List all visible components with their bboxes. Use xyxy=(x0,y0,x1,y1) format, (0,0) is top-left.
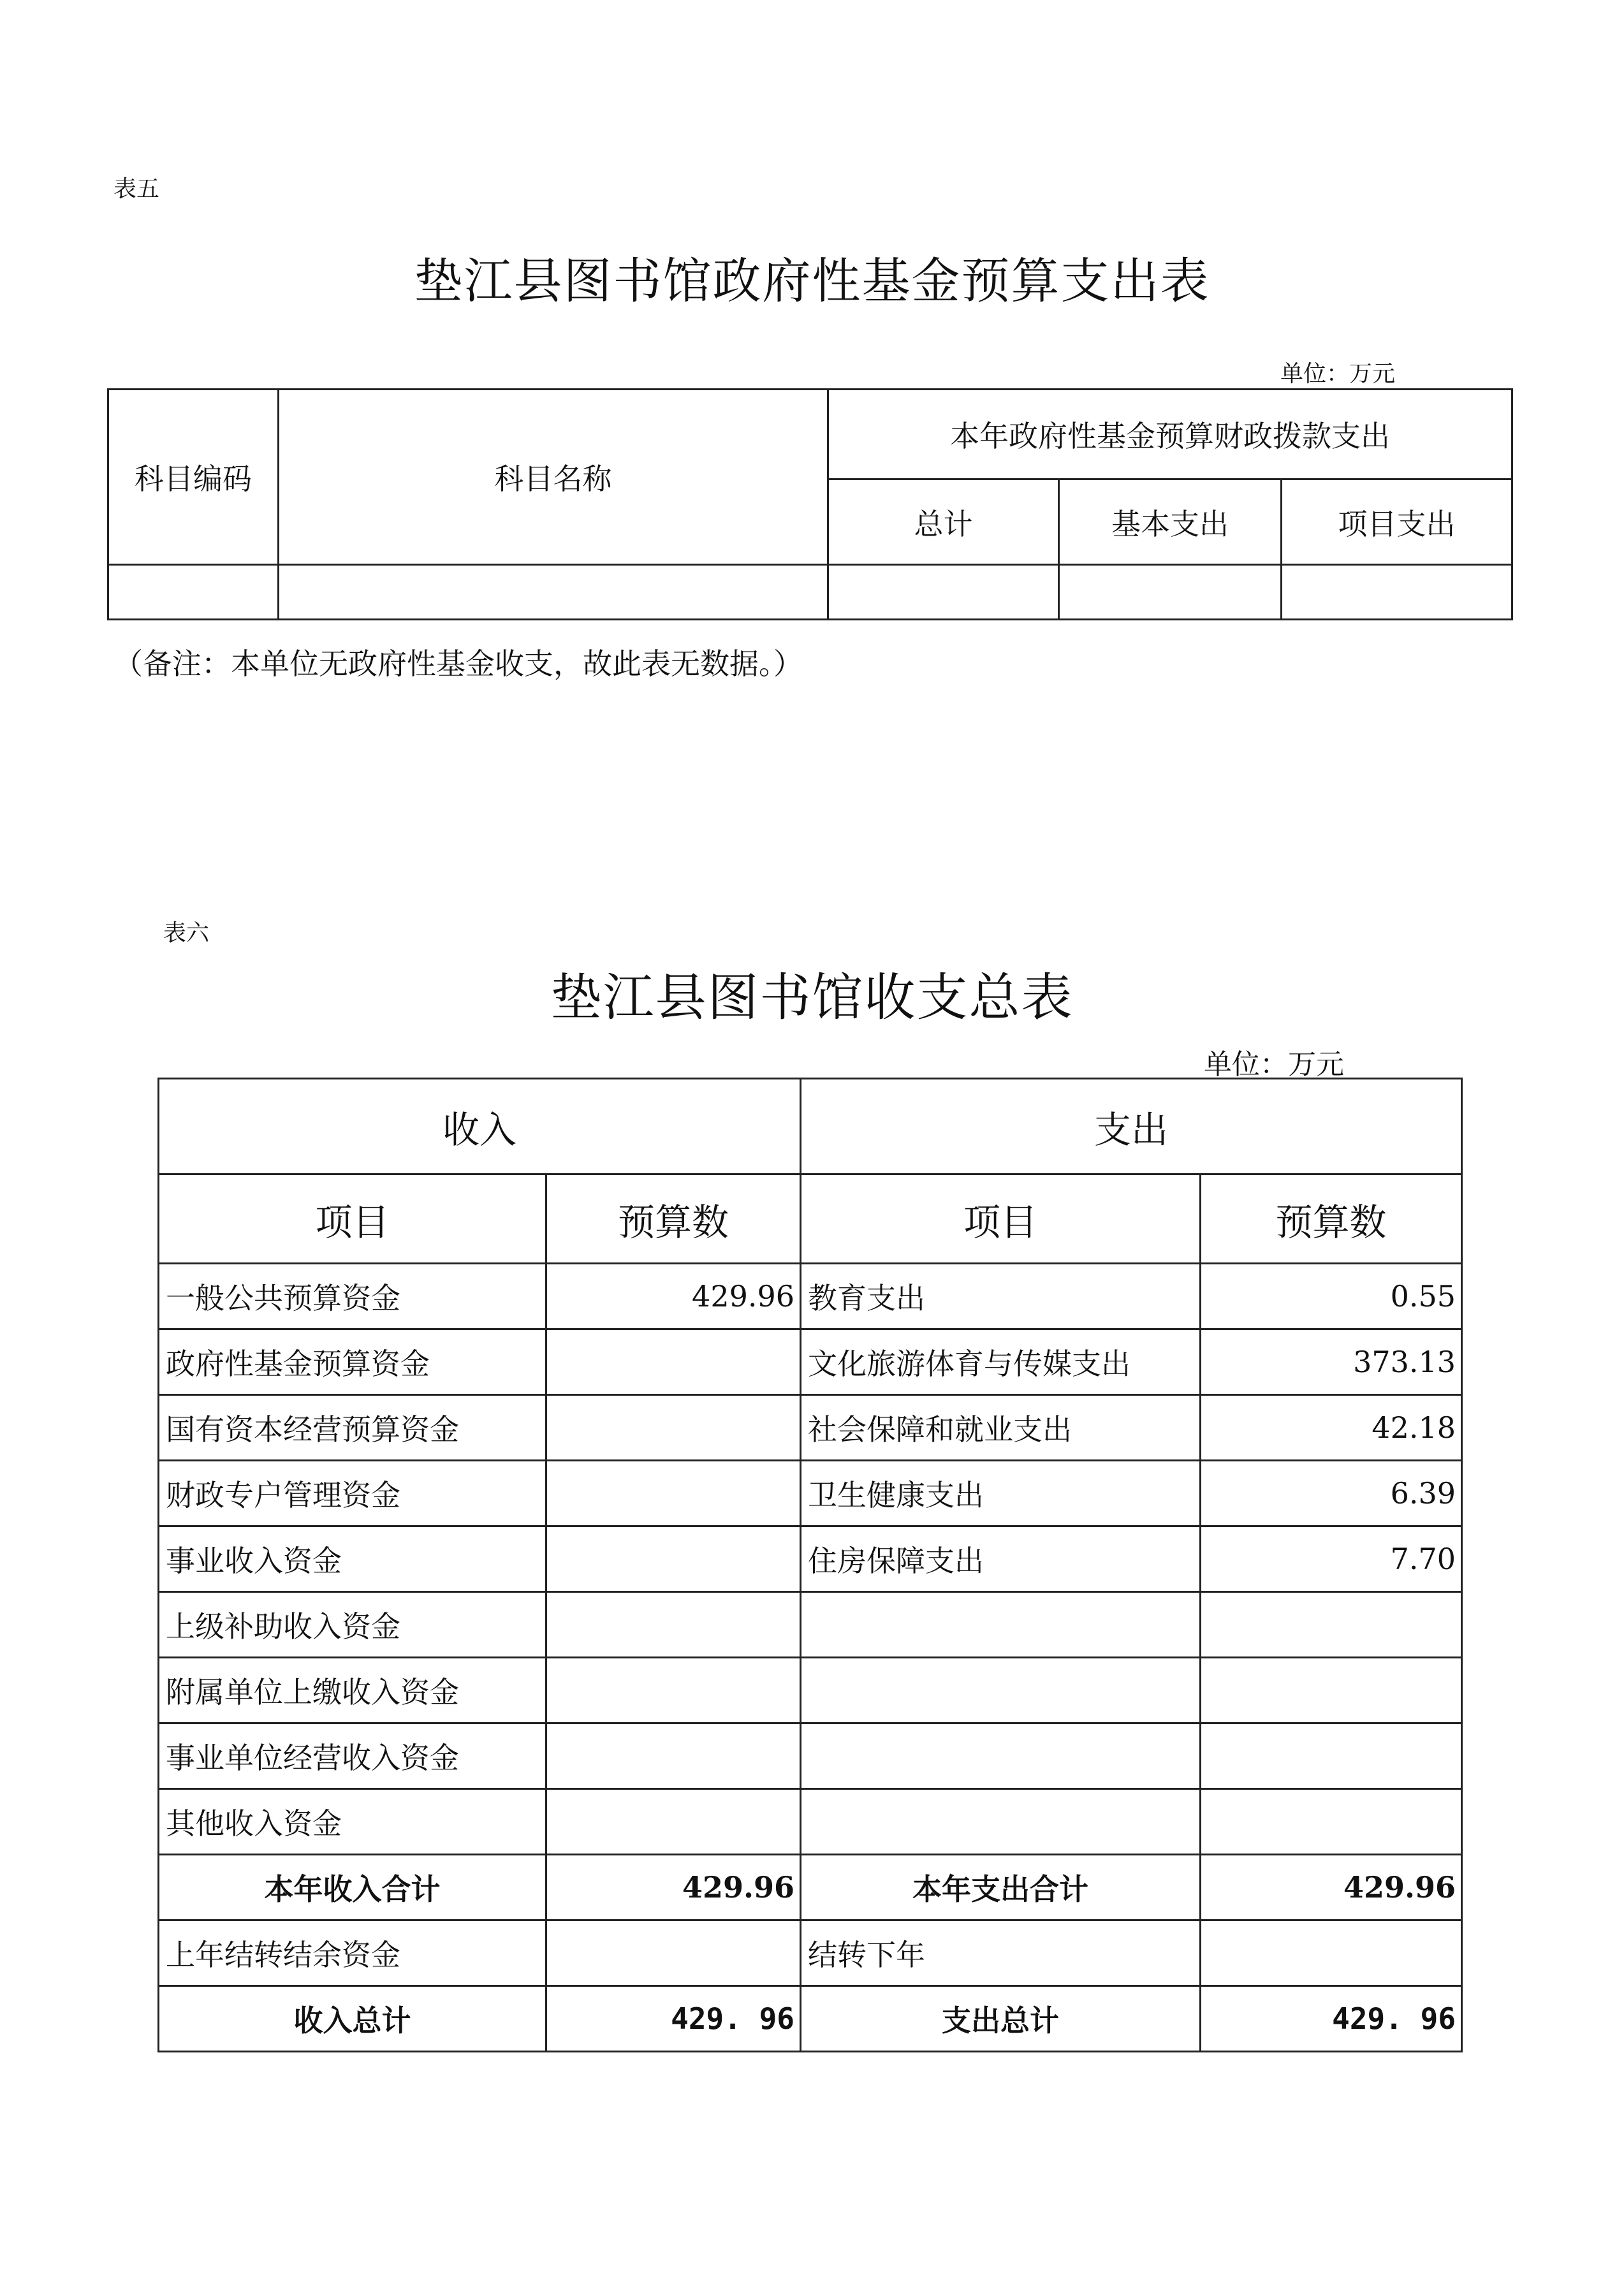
income-value xyxy=(546,1395,801,1461)
table6-unit: 单位：万元 xyxy=(1204,1048,1344,1081)
expense-total-value: 429. 96 xyxy=(1201,1986,1462,2052)
table-row xyxy=(159,1526,1462,1592)
expense-item: 卫生健康支出 xyxy=(801,1461,1201,1526)
empty-cell xyxy=(1282,565,1512,620)
expense-item: 文化旅游体育与传媒支出 xyxy=(801,1329,1201,1395)
table5-note: （备注：本单位无政府性基金收支，故此表无数据。） xyxy=(113,647,803,681)
carry-over-row xyxy=(159,1920,1462,1986)
table-row xyxy=(159,1461,1462,1526)
income-item: 附属单位上缴收入资金 xyxy=(159,1658,546,1723)
income-value xyxy=(546,1658,801,1723)
table6 xyxy=(157,1078,1463,2052)
header-income-budget: 预算数 xyxy=(546,1174,801,1264)
expense-value xyxy=(1201,1723,1462,1789)
income-item: 上级补助收入资金 xyxy=(159,1592,546,1658)
empty-cell xyxy=(108,565,279,620)
header-subject-code: 科目编码 xyxy=(108,390,279,565)
table-row xyxy=(159,1789,1462,1855)
expense-value xyxy=(1201,1658,1462,1723)
income-item: 财政专户管理资金 xyxy=(159,1461,546,1526)
income-value xyxy=(546,1789,801,1855)
empty-cell xyxy=(1059,565,1282,620)
income-total-value: 429. 96 xyxy=(546,1986,801,2052)
table-row xyxy=(159,1658,1462,1723)
header-income: 收入 xyxy=(159,1079,801,1174)
income-value xyxy=(546,1526,801,1592)
income-value xyxy=(546,1592,801,1658)
expense-value xyxy=(1201,1789,1462,1855)
grand-total-row xyxy=(159,1986,1462,2052)
prior-year-carryover-label: 上年结转结余资金 xyxy=(159,1920,546,1986)
income-item: 政府性基金预算资金 xyxy=(159,1329,546,1395)
table6-title: 垫江县图书馆收支总表 xyxy=(550,968,1074,1027)
income-value: 429.96 xyxy=(546,1264,801,1329)
header-expense: 支出 xyxy=(801,1079,1462,1174)
table-row xyxy=(159,1395,1462,1461)
table-row xyxy=(159,1329,1462,1395)
income-item: 事业单位经营收入资金 xyxy=(159,1723,546,1789)
header-basic-expense: 基本支出 xyxy=(1059,479,1282,565)
table5-unit: 单位：万元 xyxy=(1280,361,1396,387)
income-value xyxy=(546,1461,801,1526)
income-value xyxy=(546,1329,801,1395)
carry-to-next-year-value xyxy=(1201,1920,1462,1986)
table-row xyxy=(159,1723,1462,1789)
income-subtotal-value: 429.96 xyxy=(546,1855,801,1920)
expense-item xyxy=(801,1658,1201,1723)
subtotal-row xyxy=(159,1855,1462,1920)
expense-subtotal-label: 本年支出合计 xyxy=(801,1855,1201,1920)
income-item: 一般公共预算资金 xyxy=(159,1264,546,1329)
carry-to-next-year-label: 结转下年 xyxy=(801,1920,1201,1986)
income-subtotal-label: 本年收入合计 xyxy=(159,1855,546,1920)
expense-item: 教育支出 xyxy=(801,1264,1201,1329)
table5-title: 垫江县图书馆政府性基金预算支出表 xyxy=(414,252,1210,309)
empty-cell xyxy=(828,565,1059,620)
table-row xyxy=(159,1264,1462,1329)
table5-label: 表五 xyxy=(113,176,160,202)
income-item: 其他收入资金 xyxy=(159,1789,546,1855)
expense-item: 住房保障支出 xyxy=(801,1526,1201,1592)
expense-value: 0.55 xyxy=(1201,1264,1462,1329)
header-expense-item: 项目 xyxy=(801,1174,1201,1264)
empty-cell xyxy=(279,565,828,620)
header-project-expense: 项目支出 xyxy=(1282,479,1512,565)
expense-subtotal-value: 429.96 xyxy=(1201,1855,1462,1920)
expense-value: 6.39 xyxy=(1201,1461,1462,1526)
income-item: 事业收入资金 xyxy=(159,1526,546,1592)
header-fund-budget-group: 本年政府性基金预算财政拨款支出 xyxy=(828,390,1512,479)
expense-value: 373.13 xyxy=(1201,1329,1462,1395)
expense-value xyxy=(1201,1592,1462,1658)
income-item: 国有资本经营预算资金 xyxy=(159,1395,546,1461)
expense-total-label: 支出总计 xyxy=(801,1986,1201,2052)
header-expense-budget: 预算数 xyxy=(1201,1174,1462,1264)
header-income-item: 项目 xyxy=(159,1174,546,1264)
table-row xyxy=(159,1592,1462,1658)
expense-item xyxy=(801,1723,1201,1789)
income-value xyxy=(546,1723,801,1789)
table6-label: 表六 xyxy=(163,920,210,946)
table-row xyxy=(108,565,1512,620)
expense-value: 7.70 xyxy=(1201,1526,1462,1592)
header-subject-name: 科目名称 xyxy=(279,390,828,565)
income-total-label: 收入总计 xyxy=(159,1986,546,2052)
expense-item xyxy=(801,1789,1201,1855)
expense-item: 社会保障和就业支出 xyxy=(801,1395,1201,1461)
prior-year-carryover-value xyxy=(546,1920,801,1986)
expense-item xyxy=(801,1592,1201,1658)
expense-value: 42.18 xyxy=(1201,1395,1462,1461)
header-total: 总计 xyxy=(828,479,1059,565)
table5 xyxy=(107,388,1513,620)
